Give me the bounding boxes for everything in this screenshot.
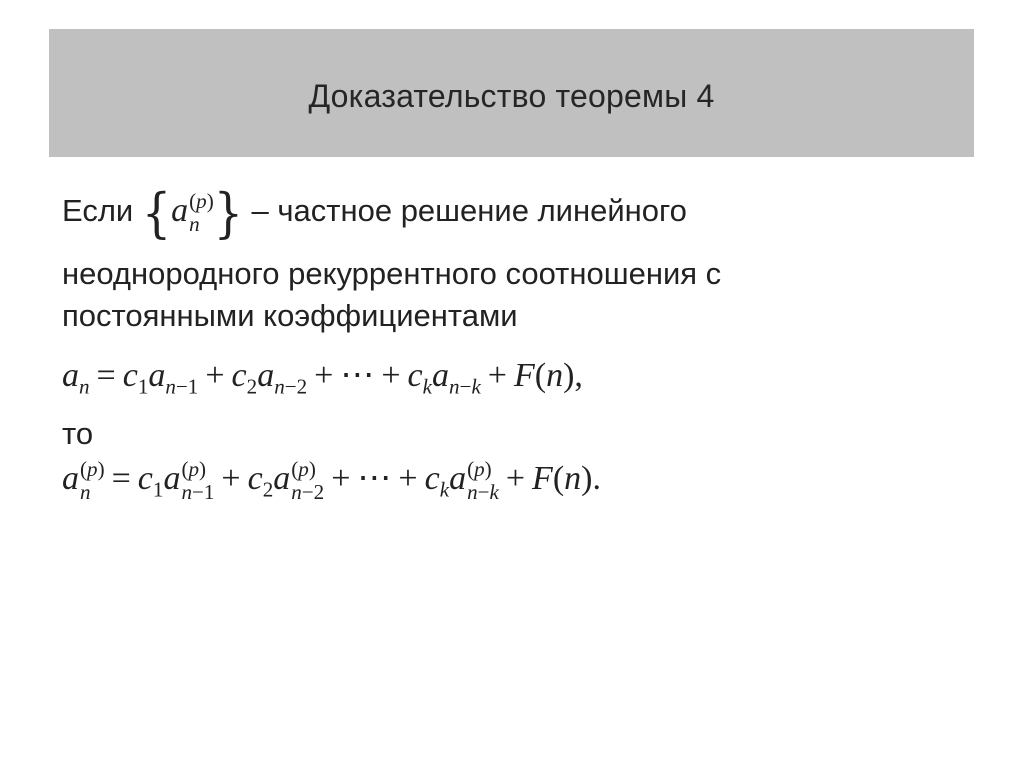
- statement-line-1: [62, 181, 687, 245]
- particular-solution-equation: a (p) n = $c_1a$ (p) n−1 + $c_2a$ (p) n−2 + ⋯ + $c_ka$ (p) n−k + F(n).: [62, 457, 601, 505]
- statement-line-2: неоднородного рекуррентного соотношения с: [62, 256, 722, 291]
- slide-title-bar: [49, 29, 974, 157]
- slide-title: Доказательство теоремы 4: [308, 77, 715, 114]
- recurrence-equation: $a_n = c_1a_{n-1} + c_2a_{n-2}$ + ⋯ + $c_ka_{n-k} + F(n)$,: [62, 357, 583, 399]
- statement-continuation: – частное решение линейного: [251, 192, 687, 228]
- particular-solution-sequence: {a (p) n }: [141, 181, 244, 245]
- then-word: то: [62, 416, 94, 451]
- if-word: Если: [62, 192, 134, 228]
- statement-line-3: постоянными коэффициентами: [62, 298, 518, 333]
